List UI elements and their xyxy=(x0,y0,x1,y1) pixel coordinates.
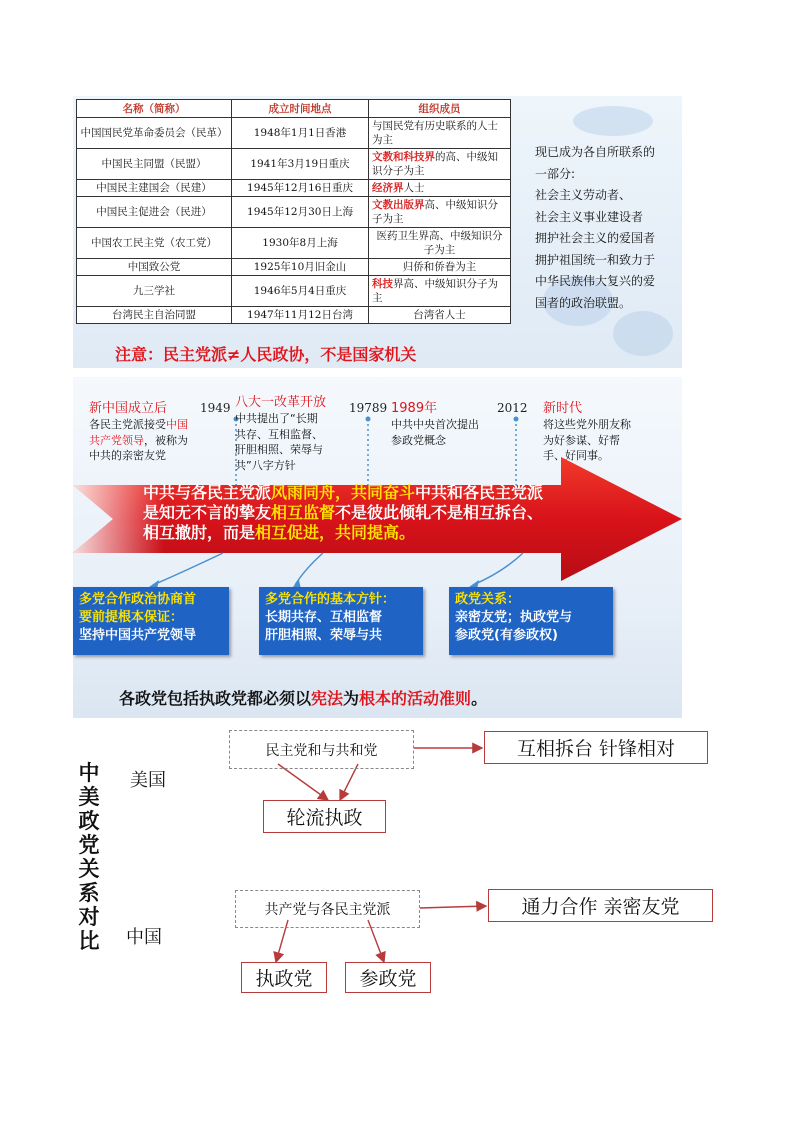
decorative-bubble xyxy=(613,311,673,356)
party-name: 九三学社 xyxy=(77,276,232,307)
usa-relation-box: 互相拆台 针锋相对 xyxy=(484,731,708,764)
event-2-body xyxy=(235,411,323,473)
title-char: 中 xyxy=(78,761,100,785)
arrow-segment: 是知无不言的挚友 xyxy=(143,503,272,522)
event-1-highlight: 共产党领导 xyxy=(89,433,144,447)
side-line: 中华民族伟大复兴的爱 xyxy=(535,274,656,288)
founding-time-place: 1945年12月30日上海 xyxy=(232,197,369,228)
header-members: 组织成员 xyxy=(369,100,511,118)
title-char: 党 xyxy=(78,833,100,857)
party-members xyxy=(369,197,511,228)
rule-text: 为 xyxy=(343,689,360,708)
rule-highlight: 根本的活动准则 xyxy=(359,689,472,708)
event-4-head: 新时代 xyxy=(543,401,583,416)
founding-time-place: 1925年10月旧金山 xyxy=(232,259,369,276)
constitution-rule xyxy=(119,686,487,709)
usa-parties-box: 民主党和与共和党 xyxy=(229,730,414,769)
side-line: 国者的政治联盟。 xyxy=(535,295,632,310)
table-row xyxy=(77,149,511,180)
side-line: 一部分: xyxy=(535,166,576,181)
table-row xyxy=(77,307,511,324)
arrow-segment: 相互撤肘，而是 xyxy=(143,523,256,542)
table-row xyxy=(77,180,511,197)
table-row xyxy=(77,276,511,307)
event-3-body xyxy=(391,417,479,448)
event-2-line: 共”八字方针 xyxy=(235,458,296,472)
party-name: 台湾民主自治同盟 xyxy=(77,307,232,324)
title-char: 系 xyxy=(78,881,100,905)
china-relation-box: 通力合作 亲密友党 xyxy=(488,889,713,922)
timeline-panel xyxy=(73,377,682,718)
members-text: 人士 xyxy=(403,182,425,194)
box-2-title: 多党合作的基本方针： xyxy=(265,592,396,607)
rule-text: 。 xyxy=(471,689,488,708)
party-members xyxy=(369,149,511,180)
democratic-parties-table xyxy=(76,99,511,324)
table-row xyxy=(77,228,511,259)
members-text: 的高、中级知识分子为主 xyxy=(372,151,498,177)
party-members xyxy=(369,228,511,259)
arrow-highlight: 相互促进，共同提高。 xyxy=(255,523,416,542)
founding-time-place: 1947年11月12日台湾 xyxy=(232,307,369,324)
members-highlight: 文教和科技界 xyxy=(372,151,435,163)
usa-label: 美国 xyxy=(130,770,166,791)
party-name: 中国民主促进会（民进） xyxy=(77,197,232,228)
event-2-line: 共存、互相监督、 xyxy=(235,427,323,441)
box-3-title: 政党关系： xyxy=(455,592,521,607)
event-2-head: 八大一改革开放 xyxy=(235,395,327,410)
event-3-line: 中共中央首次提出 xyxy=(391,418,479,431)
members-highlight: 文教出版界 xyxy=(372,199,425,211)
founding-time-place: 1948年1月1日香港 xyxy=(232,118,369,149)
members-highlight: 科技 xyxy=(372,278,393,290)
title-char: 政 xyxy=(78,809,100,833)
arrow-highlight: 风雨同舟 xyxy=(271,483,336,502)
side-line: 现已成为各自所联系的 xyxy=(535,145,656,159)
members-text: 医药卫生界高、中级知识分子为主 xyxy=(376,230,503,256)
title-char: 关 xyxy=(78,857,100,881)
event-1-year: 1949 xyxy=(200,401,231,415)
table-row xyxy=(77,118,511,149)
party-members xyxy=(369,259,511,276)
arrow-segment: 不是彼此倾轧不是相互拆台、 xyxy=(335,503,544,522)
china-parties-box: 共产党与各民主党派 xyxy=(235,890,420,928)
event-1-highlight: 中国 xyxy=(166,418,188,431)
party-name: 中国农工民主党（农工党） xyxy=(77,228,232,259)
ruling-party-box: 执政党 xyxy=(241,962,327,993)
event-4-line: 为好参谋、好帮 xyxy=(543,433,620,447)
founding-time-place: 1946年5月4日重庆 xyxy=(232,276,369,307)
event-4-line: 将这些党外朋友称 xyxy=(543,418,631,431)
founding-time-place: 1945年12月16日重庆 xyxy=(232,180,369,197)
side-line: 社会主义劳动者、 xyxy=(535,188,632,202)
box-connectors xyxy=(153,553,523,585)
party-name: 中国国民党革命委员会（民革） xyxy=(77,118,232,149)
party-table-panel xyxy=(73,96,682,368)
members-text: 高、中级知识分子为主 xyxy=(372,199,498,225)
rule-highlight: 宪法 xyxy=(311,689,344,708)
principle-box-3: 政党关系： 亲密友党；执政党与 参政党(有参政权) xyxy=(449,587,613,655)
arrow-highlight: ，共同奋斗 xyxy=(335,483,416,502)
arrow-segment: 中共和各民主党派 xyxy=(415,483,544,502)
principle-box-2: 多党合作的基本方针： 长期共存、互相监督 肝胆相照、荣辱与共 xyxy=(259,587,423,655)
event-1-head: 新中国成立后 xyxy=(89,401,168,416)
members-text: 界高、中级知识分子为主 xyxy=(372,278,498,304)
event-2-line: 中共提出了“长期 xyxy=(235,412,318,425)
party-name: 中国民主建国会（民建） xyxy=(77,180,232,197)
event-2-line: 肝胆相照、荣辱与 xyxy=(235,443,323,456)
principle-box-1: 多党合作政治协商首 要前提根本保证： 坚持中国共产党领导 xyxy=(73,587,229,655)
arrow-text xyxy=(143,483,613,543)
party-members xyxy=(369,180,511,197)
members-highlight: 经济界 xyxy=(372,182,404,194)
table-row xyxy=(77,259,511,276)
arrow-highlight: 相互监督 xyxy=(271,503,336,522)
event-1-body: 各民主党派接受中国 共产党领导，被称为 中共的亲密友党 xyxy=(89,418,188,462)
side-line: 拥护社会主义的爱国者 xyxy=(535,231,656,245)
china-label: 中国 xyxy=(126,927,162,948)
title-char: 对 xyxy=(78,905,100,929)
title-char: 比 xyxy=(78,929,100,953)
side-description xyxy=(535,142,679,314)
members-text: 与国民党有历史联系的人士为主 xyxy=(372,120,498,146)
party-members xyxy=(369,307,511,324)
table-row xyxy=(77,197,511,228)
title-char: 美 xyxy=(78,785,100,809)
event-2-year: 19789 xyxy=(349,401,388,415)
side-line: 拥护祖国统一和致力于 xyxy=(535,252,656,267)
event-4-body xyxy=(543,417,631,464)
note-text: 注意：民主党派≠人民政协，不是国家机关 xyxy=(115,345,417,364)
party-name: 中国致公党 xyxy=(77,259,232,276)
rule-text: 各政党包括执政党都必须以 xyxy=(119,689,312,708)
arrow-segment: 中共与各民主党派 xyxy=(143,483,272,502)
participating-party-box: 参政党 xyxy=(345,962,431,993)
event-3-head: 1989年 xyxy=(391,401,438,416)
members-text: 台湾省人士 xyxy=(413,309,466,321)
event-3-year: 2012 xyxy=(497,401,528,415)
usa-result-box: 轮流执政 xyxy=(263,800,386,833)
side-line: 社会主义事业建设者 xyxy=(535,209,644,224)
party-members xyxy=(369,276,511,307)
party-name: 中国民主同盟（民盟） xyxy=(77,149,232,180)
header-founded: 成立时间地点 xyxy=(232,100,369,118)
event-4-line: 手、好同事。 xyxy=(543,449,609,462)
table-header-row xyxy=(77,100,511,118)
founding-time-place: 1930年8月上海 xyxy=(232,228,369,259)
box-1-body: 坚持中国共产党领导 xyxy=(79,628,197,643)
event-3-line: 参政党概念 xyxy=(391,433,446,447)
event-1-text: 各民主党派接受 xyxy=(89,418,166,431)
founding-time-place: 1941年3月19日重庆 xyxy=(232,149,369,180)
party-members xyxy=(369,118,511,149)
members-text: 归侨和侨眷为主 xyxy=(402,261,477,273)
header-name: 名称（简称） xyxy=(77,100,232,118)
decorative-bubble xyxy=(573,106,653,136)
